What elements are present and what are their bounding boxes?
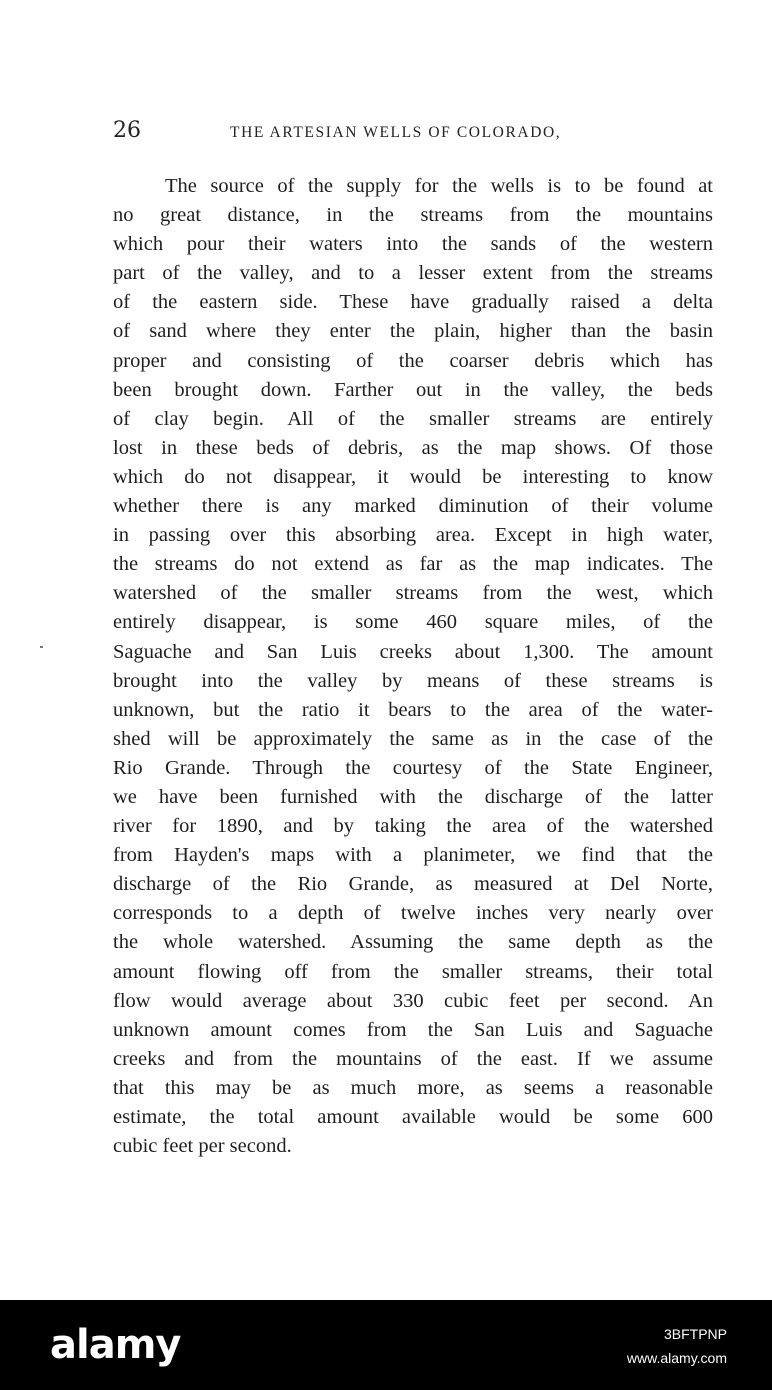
text-line: creeks and from the mountains of the east. If we assume: [113, 1047, 713, 1070]
body-paragraph: [113, 172, 713, 1161]
text-line: discharge of the Rio Grande, as measured at Del Norte,: [113, 873, 713, 896]
text-line: been brought down. Farther out in the valley, the beds: [113, 378, 713, 401]
text-line: of clay begin. All of the smaller streams are entirely: [113, 407, 713, 430]
text-line: unknown amount comes from the San Luis and Saguache: [113, 1018, 713, 1041]
text-line: estimate, the total amount available would be some 600: [113, 1106, 713, 1128]
text-line: river for 1890, and by taking the area of the watershed: [113, 815, 713, 838]
text-line: unknown, but the ratio it bears to the area of the water-: [113, 698, 713, 721]
text-line: cubic feet per second.: [113, 1135, 292, 1158]
text-line: proper and consisting of the coarser debris which has: [113, 349, 713, 372]
text-line: from Hayden's maps with a planimeter, we find that the: [113, 844, 713, 867]
text-line: which do not disappear, it would be interesting to know: [113, 465, 713, 488]
text-line: Rio Grande. Through the courtesy of the State Engineer,: [113, 756, 713, 779]
text-line: we have been furnished with the discharge of the latter: [113, 785, 713, 808]
text-line: in passing over this absorbing area. Except in high water,: [113, 524, 713, 547]
text-line: entirely disappear, is some 460 square miles, of the: [113, 611, 713, 634]
text-line: no great distance, in the streams from the mountains: [113, 204, 713, 227]
alamy-logo: alamy: [50, 1322, 181, 1368]
text-line: brought into the valley by means of these streams is: [113, 669, 713, 692]
text-line: watershed of the smaller streams from the west, which: [113, 582, 713, 605]
page-number: 26: [113, 118, 141, 143]
text-line: flow would average about 330 cubic feet per second. An: [113, 989, 713, 1012]
text-line: the whole watershed. Assuming the same depth as the: [113, 931, 713, 954]
stock-url: www.alamy.com: [626, 1350, 727, 1366]
text-line: that this may be as much more, as seems a reasonable: [113, 1076, 713, 1099]
text-line: which pour their waters into the sands of the western: [113, 233, 713, 256]
text-line: of the eastern side. These have gradually raised a delta: [113, 291, 713, 314]
image-id: 3BFTPNP: [663, 1326, 727, 1342]
text-line: Saguache and San Luis creeks about 1,300. The amount: [113, 640, 713, 663]
text-line: whether there is any marked diminution of their volume: [113, 495, 713, 518]
text-line: part of the valley, and to a lesser extent from the streams: [113, 262, 713, 285]
text-line: amount flowing off from the smaller streams, their total: [113, 960, 713, 983]
text-line: The source of the supply for the wells is to be found at: [165, 175, 713, 197]
text-line: shed will be approximately the same as in the case of the: [113, 727, 713, 750]
print-speck: [40, 646, 43, 648]
text-line: of sand where they enter the plain, higher than the basin: [113, 320, 713, 343]
text-line: lost in these beds of debris, as the map shows. Of those: [113, 436, 713, 459]
text-line: corresponds to a depth of twelve inches very nearly over: [113, 902, 713, 925]
text-line: the streams do not extend as far as the map indicates. The: [113, 553, 713, 576]
running-head: THE ARTESIAN WELLS OF COLORADO,: [230, 124, 562, 141]
